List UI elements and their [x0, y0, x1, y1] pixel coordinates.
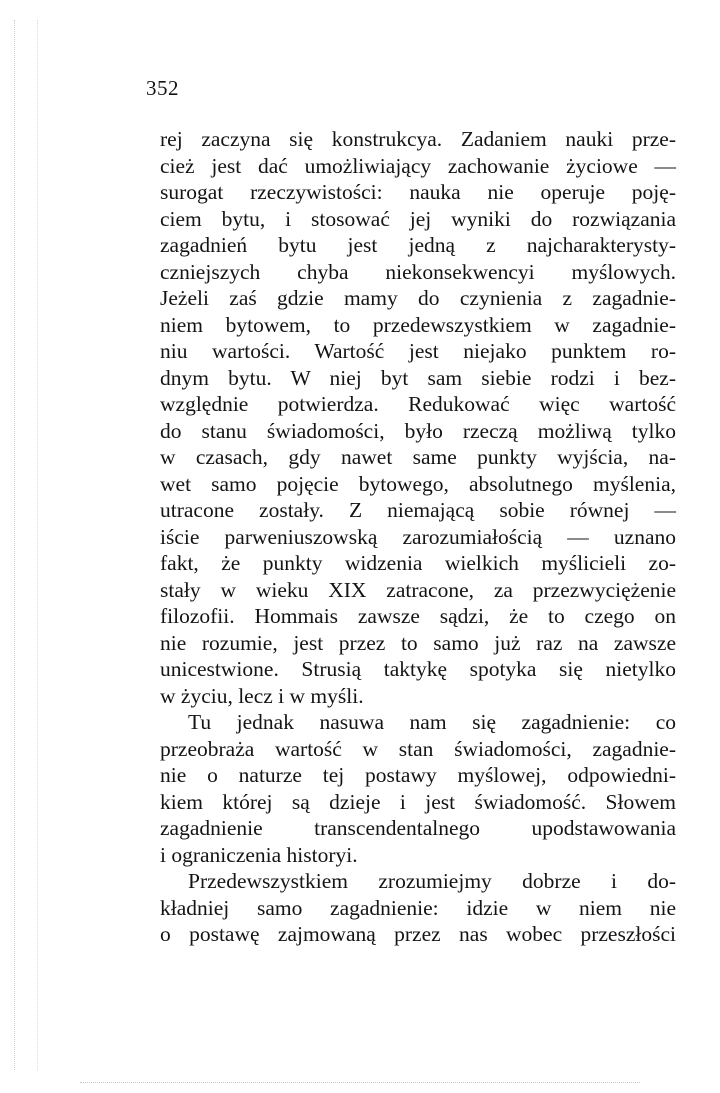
- text-line: wet samo pojęcie bytowego, absolutnego myślenia,: [160, 471, 676, 496]
- text-line: czniejszych chyba niekonsekwencyi myślowych.: [160, 259, 676, 284]
- text-line: względnie potwierdza. Redukować więc wartość: [160, 392, 676, 416]
- text-line: niu wartości. Wartość jest niejako punktem ro-: [160, 339, 676, 363]
- text-line: kiem której są dzieje i jest świadomość. Słowem: [160, 789, 676, 814]
- text-line: iście parweniuszowską zarozumiałością — uznano: [160, 524, 676, 549]
- text-line: unicestwione. Strusią taktykę spotyka się nietylko: [160, 657, 676, 681]
- text-line: nie rozumie, jest przez to samo już raz na zawsze: [160, 630, 676, 655]
- text-line: Tu jednak nasuwa nam się zagadnienie: co: [188, 710, 676, 734]
- text-line: utracone zostały. Z niemającą sobie równej —: [160, 498, 676, 522]
- text-line: zagadnienie transcendentalnego upodstawowania: [160, 816, 676, 840]
- text-line: i ograniczenia historyi.: [160, 842, 358, 867]
- text-line: filozofii. Hommais zawsze sądzi, że to czego on: [160, 604, 676, 628]
- text-line: cież jest dać umożliwiający zachowanie życiowe —: [160, 153, 676, 178]
- text-line: w życiu, lecz i w myśli.: [160, 683, 364, 708]
- text-line: rej zaczyna się konstrukcya. Zadaniem nauki prze-: [160, 127, 676, 151]
- text-line: o postawę zajmowaną przez nas wobec przeszłości: [160, 922, 676, 946]
- text-line: fakt, że punkty widzenia wielkich myślicieli zo-: [160, 551, 676, 575]
- text-line: surogat rzeczywistości: nauka nie operuje poję-: [160, 180, 676, 204]
- text-line: przeobraża wartość w stan świadomości, zagadnie-: [160, 736, 676, 761]
- text-line: kładniej samo zagadnienie: idzie w niem nie: [160, 895, 676, 920]
- text-line: ciem bytu, i stosować jej wyniki do rozwiązania: [160, 206, 676, 231]
- text-line: dnym bytu. W niej byt sam siebie rodzi i bez-: [160, 365, 676, 390]
- body-text: [160, 126, 676, 948]
- bottom-edge: [80, 1082, 640, 1083]
- text-line: nie o naturze tej postawy myślowej, odpowiedni-: [160, 763, 676, 787]
- text-line: Jeżeli zaś gdzie mamy do czynienia z zagadnie-: [160, 286, 676, 310]
- text-line: stały w wieku XIX zatracone, za przezwyciężenie: [160, 577, 676, 602]
- page-binding-edge: [14, 20, 38, 1070]
- text-line: zagadnień bytu jest jedną z najcharakterysty-: [160, 233, 676, 257]
- text-line: do stanu świadomości, było rzeczą możliwą tylko: [160, 418, 676, 443]
- text-line: w czasach, gdy nawet same punkty wyjścia, na-: [160, 445, 676, 469]
- text-line: niem bytowem, to przedewszystkiem w zagadnie-: [160, 312, 676, 337]
- page-number: 352: [146, 76, 179, 100]
- text-line: Przedewszystkiem zrozumiejmy dobrze i do-: [188, 869, 676, 893]
